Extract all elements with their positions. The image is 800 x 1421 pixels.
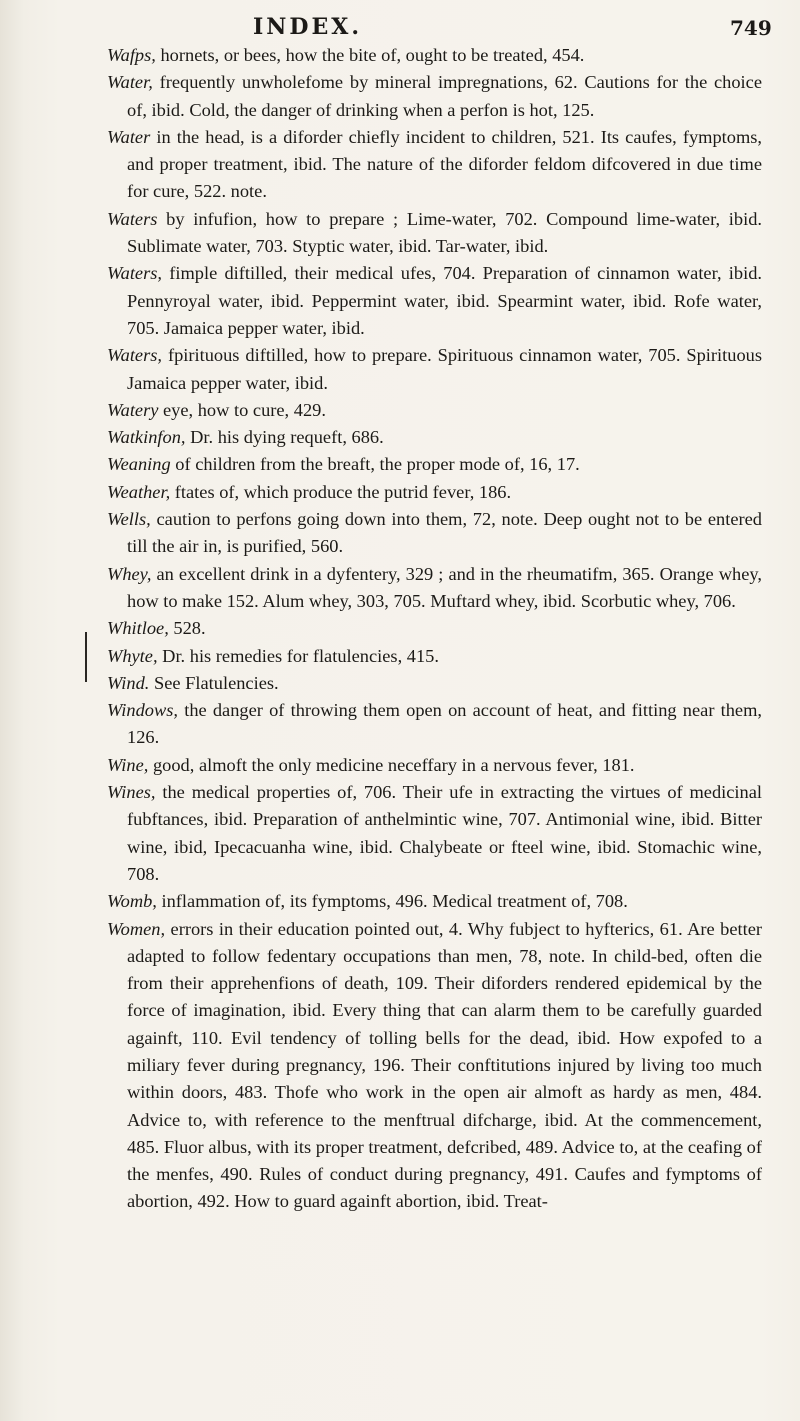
- index-entry: [107, 779, 762, 888]
- entry-text: the danger of throwing them open on account of heat, and fitting near them, 126.: [127, 700, 762, 748]
- index-entry: [107, 888, 762, 915]
- index-entry: [107, 69, 762, 124]
- index-entry: [107, 424, 762, 451]
- entry-headword: Waters: [107, 208, 158, 229]
- index-entry: [107, 124, 762, 206]
- index-entry: [107, 397, 762, 424]
- entry-headword: Wines,: [107, 782, 156, 803]
- entry-text: caution to perfons going down into them, 72, note. Deep ought not to be entered till the air in, is purified, 560.: [127, 509, 762, 557]
- index-entry: [107, 260, 762, 342]
- entry-text: good, almoft the only medicine neceffary in a nervous fever, 181.: [148, 754, 635, 775]
- index-entry: [107, 643, 762, 670]
- entry-headword: Women,: [107, 918, 166, 939]
- page-title: INDEX.: [253, 14, 362, 40]
- entry-headword: Wells,: [107, 509, 151, 530]
- index-entry: [107, 206, 762, 261]
- index-entry: [107, 451, 762, 478]
- entry-headword: Wine,: [107, 754, 149, 775]
- entry-text: of children from the breaft, the proper mode of, 16, 17.: [170, 454, 580, 475]
- margin-mark: [85, 632, 87, 682]
- entry-headword: Weaning: [107, 454, 171, 475]
- entry-text: hornets, or bees, how the bite of, ought to be treated, 454.: [155, 45, 585, 65]
- page-number: 749: [730, 16, 772, 40]
- index-entry: [107, 506, 762, 561]
- index-entry: [107, 615, 762, 642]
- entry-text: errors in their education pointed out, 4. Why fubject to hyfterics, 61. Are better adapted to follow fedentary occupations than men, 78, note. In child-bed, often die from their apprehenfions of death, 109. Their diforders rendered epidemical by the force of imagination, ibid. Every thing that can alarm them to be carefully guarded againft, 110. Evil tendency of tolling bells for the dead, ibid. How expofed to a miliary fever during pregnancy, 196. Their conftitutions injured by living too much within doors, 483. Thofe who work in the open air almoft as hardy as men, 484. Advice to, with reference to the menftrual difcharge, ibid. At the commencement, 485. Fluor albus, with its proper treatment, defcribed, 489. Advice to, at the ceafing of the menfes, 490. Rules of conduct during pregnancy, 491. Caufes and fymptoms of abortion, 492. How to guard againft abortion, ibid. Treat-: [127, 918, 762, 1212]
- index-entry: [107, 42, 762, 69]
- entry-headword: Whitloe,: [107, 618, 169, 639]
- entry-text: in the head, is a diforder chiefly incident to children, 521. Its caufes, fymptoms, and proper treatment, ibid. The nature of the diforder feldom difcovered in due time for cure, 522. note.: [127, 126, 762, 202]
- entry-text: fimple diftilled, their medical ufes, 704. Preparation of cinnamon water, ibid. Pennyroyal water, ibid. Peppermint water, ibid. Spearmint water, ibid. Rofe water, 705. Jamaica pepper water, ibid.: [127, 263, 762, 338]
- entry-text: Dr. his remedies for flatulencies, 415.: [157, 645, 439, 666]
- entry-headword: Water: [107, 126, 151, 147]
- index-entry: [107, 752, 762, 779]
- entry-headword: Wind.: [107, 672, 150, 693]
- entry-text: an excellent drink in a dyfentery, 329 ; and in the rheumatifm, 365. Orange whey, how to make 152. Alum whey, 303, 705. Muftard whey, ibid. Scorbutic whey, 706.: [127, 563, 762, 611]
- entry-text: by infufion, how to prepare ; Lime-water, 702. Compound lime-water, ibid. Sublimate water, 703. Styptic water, ibid. Tar-water, ibid.: [127, 208, 762, 257]
- index-entry: [107, 479, 762, 506]
- index-entry: [107, 342, 762, 397]
- entry-headword: Waters,: [107, 263, 163, 284]
- page-header: [0, 14, 800, 42]
- entry-headword: Watery: [107, 399, 159, 420]
- entry-headword: Weather,: [107, 481, 171, 502]
- index-entry: [107, 916, 762, 1216]
- entry-text: the medical properties of, 706. Their ufe in extracting the virtues of medicinal fubftances, ibid. Preparation of anthelmintic wine, 707. Antimonial wine, ibid. Bitter wine, ibid, Ipecacuanha wine, ibid. Chalybeate or fteel wine, ibid. Stomachic wine, 708.: [127, 782, 762, 884]
- entry-headword: Water,: [107, 72, 153, 93]
- entry-text: ftates of, which produce the putrid fever, 186.: [170, 481, 512, 502]
- entry-text: See Flatulencies.: [149, 672, 279, 693]
- entry-text: 528.: [168, 618, 206, 639]
- index-entry: [107, 561, 762, 616]
- index-entries: [107, 42, 762, 1216]
- entry-headword: Whey,: [107, 563, 152, 584]
- entry-text: fpirituous diftilled, how to prepare. Spirituous cinnamon water, 705. Spirituous Jamaica pepper water, ibid.: [127, 345, 762, 393]
- entry-headword: Whyte,: [107, 645, 158, 666]
- index-entry: [107, 697, 762, 752]
- entry-text: inflammation of, its fymptoms, 496. Medical treatment of, 708.: [156, 891, 628, 912]
- entry-text: eye, how to cure, 429.: [158, 399, 326, 420]
- entry-headword: Watkinfon,: [107, 427, 186, 448]
- entry-text: Dr. his dying requeft, 686.: [185, 427, 384, 448]
- entry-headword: Womb,: [107, 891, 157, 912]
- entry-text: frequently unwholefome by mineral impregnations, 62. Cautions for the choice of, ibid. Cold, the danger of drinking when a perfon is hot, 125.: [127, 72, 762, 120]
- entry-headword: Waters,: [107, 345, 163, 366]
- entry-headword: Wafps,: [107, 45, 156, 65]
- index-entry: [107, 670, 762, 697]
- entry-headword: Windows,: [107, 700, 179, 721]
